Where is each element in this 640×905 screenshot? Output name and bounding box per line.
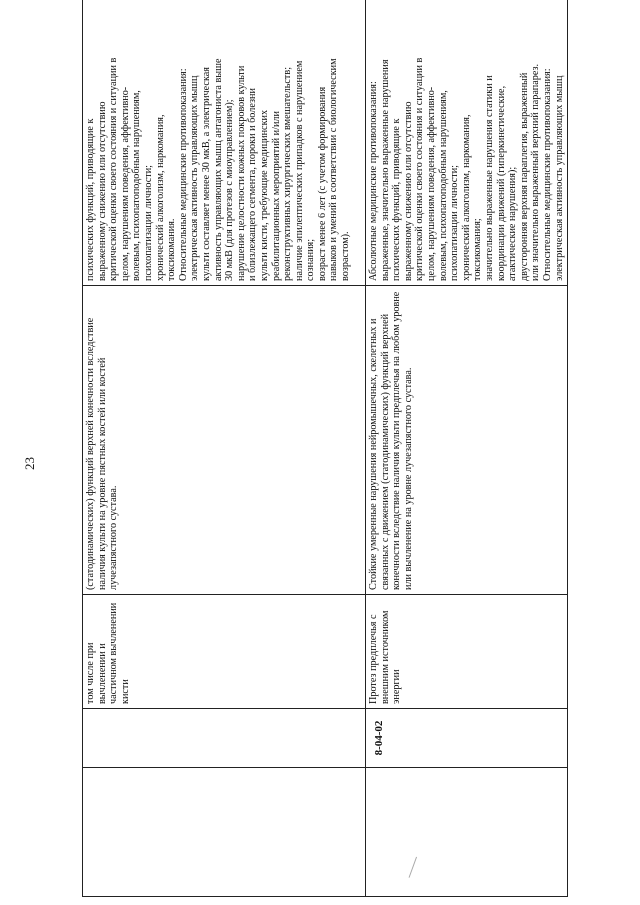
text-line: культи составляет менее 30 мкВ, а электрическая: [200, 67, 212, 281]
text-line: значительно выраженные нарушения статики и: [483, 75, 495, 281]
text-line: наличие эпилептических припадков с нарушением: [293, 60, 305, 281]
contraindications-cell: [366, 0, 568, 286]
text-line: 30 мкВ (для протезов с миоуправлением);: [224, 99, 236, 281]
code-cell: [83, 709, 366, 768]
document-sheet: [82, 27, 565, 897]
text-line: возраст менее 6 лет (с учетом формирования: [316, 86, 328, 281]
text-line: токсикомания.: [166, 218, 178, 281]
text-line: критической оценки своего состояния и ситуации в: [414, 57, 426, 281]
text-line: выраженные, значительно выраженные нарушения: [379, 59, 391, 281]
blank-cell: [366, 768, 568, 897]
text-line: координации движений (гиперкинетические,: [495, 85, 507, 281]
text-line: или значительно выраженный верхний парапарез.: [530, 63, 542, 281]
text-line: возрастом).: [340, 231, 352, 281]
text-line: критической оценки своего состояния и ситуации в: [108, 57, 120, 281]
text-line: хронический алкоголизм, наркомания,: [460, 114, 472, 281]
text-line: выраженному снижению или отсутствию: [402, 101, 414, 281]
text-line: Относительные медицинские противопоказания:: [541, 68, 553, 281]
text-line: психопатизации личности;: [142, 164, 154, 281]
text-line: электрическая активность управляющих мышц: [189, 75, 201, 281]
text-line: Абсолютные медицинские противопоказания:: [368, 81, 379, 281]
text-line: волевым, психопатоподобным нарушениям,: [131, 90, 143, 281]
text-line: навыков и умений в соответствии с биологическим: [328, 58, 340, 281]
code-cell: 8-04-02: [366, 709, 568, 768]
text-line: волевым, психопатоподобным нарушениям,: [437, 90, 449, 281]
indications-cell: (статодинамических) функций верхней конечности вследствие наличия культи на уровне пястных костей или костей лучезапястного сустава.: [83, 286, 366, 595]
text-line: активность управляющих мышц антагониста выше: [212, 58, 224, 281]
name-cell: том числе при вычленении и частичном вычленении кисти: [83, 595, 366, 709]
blank-cell: [83, 768, 366, 897]
text-line: психических функций, приводящие к: [85, 118, 96, 281]
text-line: электрическая активность управляющих мышц: [553, 75, 565, 281]
text-line: сознания;: [305, 238, 317, 281]
text-line: токсикомания;: [472, 218, 484, 281]
text-line: реабилитационных мероприятий и/или: [270, 111, 282, 281]
text-line: атактические нарушения);: [507, 166, 519, 281]
text-line: целом, нарушениям поведения, аффективно-: [119, 86, 131, 281]
contraindications-cell: [83, 0, 366, 286]
page-number: 23: [22, 457, 37, 470]
prosthesis-table: [82, 0, 568, 897]
text-line: психопатизации личности;: [449, 164, 461, 281]
text-line: целом, нарушениям поведения, аффективно-: [425, 86, 437, 281]
text-line: реконструктивных хирургических вмешательств;: [282, 66, 294, 281]
name-cell: Протез предплечья с внешним источником энергии: [366, 595, 568, 709]
text-line: культи кисти, требующие медицинских: [258, 109, 270, 281]
text-line: хронический алкоголизм, наркомания,: [154, 114, 166, 281]
table-row: [366, 0, 568, 897]
text-line: и близлежащего сегмента, пороки и болезни: [247, 88, 259, 281]
text-line: нарушение целостности кожных покровов культи: [235, 65, 247, 281]
text-line: психических функций, приводящие к: [391, 118, 403, 281]
text-line: выраженному снижению или отсутствию: [96, 101, 108, 281]
indications-cell: Стойкие умеренные нарушения нейромышечных, скелетных и связанных с движением (статодинамических) функций верхней конечности вследствие наличия культи предплечья на любом уровне или вычленение на уровне лучезапястного сустава.: [366, 286, 568, 595]
text-line: двусторонняя верхняя параплегия, выраженный: [518, 72, 530, 281]
text-line: Относительные медицинские противопоказания:: [177, 68, 189, 281]
table-row: [83, 0, 366, 897]
